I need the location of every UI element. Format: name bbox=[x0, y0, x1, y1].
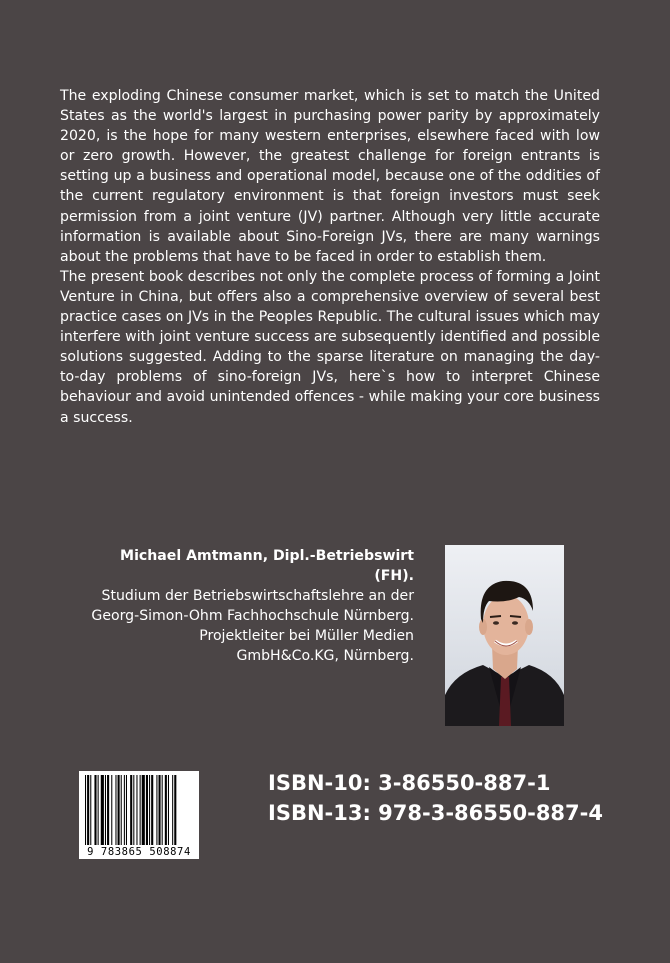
barcode-bar bbox=[87, 775, 89, 845]
barcode-bar bbox=[115, 775, 116, 845]
author-name: Michael Amtmann, Dipl.-Betriebswirt (FH). bbox=[120, 548, 414, 585]
barcode-bar bbox=[124, 775, 125, 845]
barcode-bar bbox=[142, 775, 145, 845]
barcode-bar bbox=[98, 775, 99, 845]
blurb-paragraph-2: The present book describes not only the complete process of forming a Joint Venture in China, but offers also a comprehensive overview of several best practice cases on JVs in the Peoples Republic. The cultural issues which may interfere with joint venture success are subsequently identified and possible solutions suggested. Adding to the sparse literature on managing the day-to-day problems of sino-foreign JVs, here`s how to interpret Chinese behaviour and avoid unintended offences - while making your core business a success. bbox=[60, 268, 600, 426]
isbn-block bbox=[268, 768, 603, 828]
barcode-bar bbox=[146, 775, 148, 845]
author-bio-line: Projektleiter bei Müller Medien bbox=[199, 628, 414, 645]
barcode-bar bbox=[149, 775, 150, 845]
barcode-bar bbox=[172, 775, 173, 845]
barcode-bar bbox=[156, 775, 157, 845]
barcode-bar bbox=[101, 775, 104, 845]
barcode-bar bbox=[151, 775, 153, 845]
barcode-bar bbox=[174, 775, 176, 845]
barcode-digits: 9 783865 508874 bbox=[87, 846, 191, 858]
barcode-bar bbox=[105, 775, 106, 845]
isbn-13: ISBN-13: 978-3-86550-887-4 bbox=[268, 801, 603, 825]
barcode-bar bbox=[126, 775, 127, 845]
author-bio-line: Studium der Betriebswirtschaftslehre an der bbox=[101, 588, 414, 605]
barcode-bar bbox=[121, 775, 122, 845]
barcode-bar bbox=[168, 775, 169, 845]
author-bio-line: Georg-Simon-Ohm Fachhochschule Nürnberg. bbox=[91, 608, 414, 625]
blurb-paragraph-1: The exploding Chinese consumer market, which is set to match the United States as the world's largest in purchasing power parity by approximately 2020, is the hope for many western enterprises, elsewhere faced with low or zero growth. However, the greatest challenge for foreign entrants is setting up a business and operational model, because one of the oddities of the current regulatory environment is that foreign investors must seek permission from a joint venture (JV) partner. Although very little accurate information is available about Sino-Foreign JVs, there are many warnings about the problems that have to be faced in order to establish them. bbox=[60, 88, 600, 265]
author-photo bbox=[445, 545, 564, 726]
author-bio-line: GmbH&Co.KG, Nürnberg. bbox=[236, 648, 414, 665]
barcode-bar bbox=[85, 775, 86, 845]
barcode-bar bbox=[165, 775, 167, 845]
barcode-bar bbox=[107, 775, 109, 845]
barcode-bar bbox=[133, 775, 134, 845]
back-cover-blurb bbox=[60, 86, 600, 428]
barcode bbox=[79, 771, 199, 859]
barcode-bars bbox=[79, 771, 199, 846]
barcode-bar bbox=[90, 775, 91, 845]
barcode-bar bbox=[136, 775, 137, 845]
author-bio bbox=[80, 546, 414, 667]
isbn-10: ISBN-10: 3-86550-887-1 bbox=[268, 771, 551, 795]
barcode-bar bbox=[118, 775, 120, 845]
barcode-bar bbox=[162, 775, 163, 845]
barcode-bar bbox=[94, 775, 96, 845]
barcode-bar bbox=[159, 775, 161, 845]
barcode-bar bbox=[140, 775, 141, 845]
barcode-bar bbox=[130, 775, 132, 845]
barcode-bar bbox=[111, 775, 112, 845]
